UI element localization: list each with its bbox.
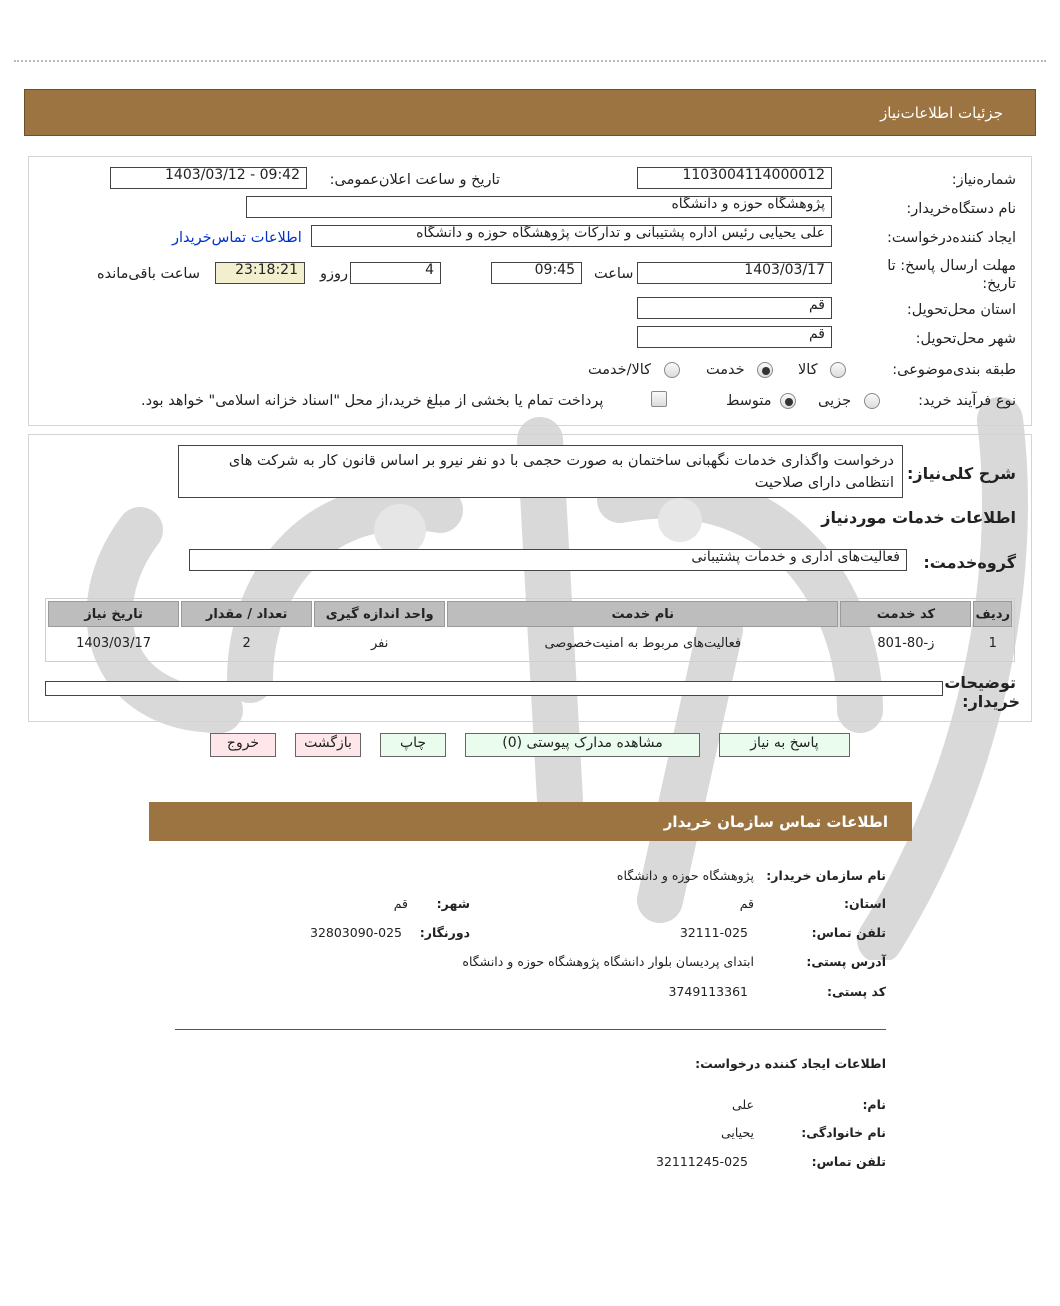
cell-unit: نفر (370, 635, 389, 651)
category-goods-service-radio[interactable] (664, 362, 680, 378)
attachments-button[interactable]: مشاهده مدارک پیوستی (0) (465, 733, 700, 757)
description-text: درخواست واگذاری خدمات نگهبانی ساختمان به صورت حجمی با دو نفر نیرو بر اساس قانون کار به شرکت های انتظامی دارای صلاحیت (228, 453, 894, 491)
buyer-notes-label-2: خریدار: (962, 692, 1020, 711)
category-service-label: خدمت (706, 362, 745, 378)
remaining-time-field: 23:18:21 (215, 262, 305, 284)
top-divider (14, 60, 1046, 62)
contact-postal-label: کد پستی: (826, 984, 886, 999)
creator-last-name-value: یحیایی (720, 1125, 754, 1140)
service-group-label: گروه‌خدمت: (923, 553, 1016, 572)
contact-city-value: قم (393, 896, 408, 911)
col-date-header: تاریخ نیاز (48, 601, 179, 627)
buyer-notes-label: توضیحات (944, 673, 1016, 692)
contact-address-value: ابتدای پردیسان بلوار دانشگاه پژوهشگاه حوزه و دانشگاه (462, 954, 754, 969)
cell-service-code: ز-80-801 (877, 635, 935, 651)
process-minor-label: جزیی (818, 393, 852, 409)
exit-button[interactable]: خروج (210, 733, 276, 757)
creator-phone-label: تلفن تماس: (811, 1154, 886, 1169)
creator-first-name-label: نام: (862, 1097, 886, 1112)
deadline-label: مهلت ارسال پاسخ: تا (887, 258, 1016, 274)
buyer-notes-field (45, 681, 943, 696)
days-field: 4 (350, 262, 441, 284)
creator-label: ایجاد کننده‌درخواست: (887, 230, 1016, 246)
contact-province-value: قم (739, 896, 754, 911)
process-medium-radio[interactable] (780, 393, 796, 409)
process-label: نوع فرآیند خرید: (918, 393, 1016, 409)
cell-need-date: 1403/03/17 (76, 635, 151, 651)
creator-field: علی یحیایی رئیس اداره پشتیبانی و تدارکات پژوهشگاه حوزه و دانشگاه (311, 225, 832, 247)
contact-phone-label: تلفن تماس: (811, 925, 886, 940)
buyer-org-label: نام دستگاه‌خریدار: (906, 201, 1016, 217)
deadline-time-field: 09:45 (491, 262, 582, 284)
description-label: شرح کلی‌نیاز: (907, 464, 1016, 483)
col-qty-header: تعداد / مقدار (181, 601, 312, 627)
cell-service-name: فعالیت‌های مربوط به امنیت‌خصوصی (544, 635, 742, 651)
remaining-label: ساعت باقی‌مانده (97, 266, 200, 282)
creator-first-name-value: علی (731, 1097, 754, 1112)
category-label: طبقه بندی‌موضوعی: (892, 362, 1016, 378)
province-field: قم (637, 297, 832, 319)
contact-section-title: اطلاعات تماس سازمان خریدار (663, 813, 888, 831)
buyer-contact-link[interactable]: اطلاعات تماس‌خریدار (172, 230, 302, 246)
category-goods-service-label: کالا/خدمت (588, 362, 652, 378)
service-group-field: فعالیت‌های اداری و خدمات پشتیبانی (189, 549, 907, 571)
col-row-header: ردیف (973, 601, 1012, 627)
city-label: شهر محل‌تحویل: (915, 331, 1016, 347)
creator-info-title: اطلاعات ایجاد کننده درخواست: (695, 1056, 886, 1071)
time-label: ساعت (594, 266, 634, 282)
col-name-header: نام خدمت (447, 601, 838, 627)
org-name-label: نام سازمان خریدار: (766, 868, 886, 883)
contact-address-label: آدرس پستی: (806, 954, 886, 969)
days-label: روزو (320, 266, 349, 282)
contact-province-label: استان: (843, 896, 886, 911)
announce-field: 1403/03/12 - 09:42 (110, 167, 307, 189)
contact-section-header (149, 802, 912, 841)
table-row (48, 629, 1012, 657)
cell-row-number: 1 (988, 635, 997, 651)
deadline-date-field: 1403/03/17 (637, 262, 832, 284)
back-button[interactable]: بازگشت (295, 733, 361, 757)
process-medium-label: متوسط (726, 393, 772, 409)
contact-fax-label: دورنگار: (419, 925, 470, 940)
contact-divider (175, 1029, 886, 1030)
contact-city-label: شهر: (436, 896, 470, 911)
print-button[interactable]: چاپ (380, 733, 446, 757)
category-service-radio[interactable] (757, 362, 773, 378)
category-goods-radio[interactable] (830, 362, 846, 378)
buyer-org-field: پژوهشگاه حوزه و دانشگاه (246, 196, 832, 218)
col-code-header: کد خدمت (840, 601, 971, 627)
category-goods-label: کالا (798, 362, 818, 378)
payment-note: پرداخت تمام یا بخشی از مبلغ خرید،از محل "اسناد خزانه اسلامی" خواهد بود. (141, 393, 604, 409)
city-field: قم (637, 326, 832, 348)
description-box (178, 445, 903, 498)
services-table-wrap (45, 598, 1015, 662)
announce-label: تاریخ و ساعت اعلان‌عمومی: (329, 172, 500, 188)
province-label: استان محل‌تحویل: (906, 302, 1016, 318)
col-unit-header: واحد اندازه گیری (314, 601, 445, 627)
contact-phone-value: 32111-025 (679, 925, 748, 940)
page-header (24, 89, 1036, 136)
creator-last-name-label: نام خانوادگی: (801, 1125, 886, 1140)
cell-quantity: 2 (242, 635, 251, 651)
page-title: جزئیات اطلاعات‌نیاز (880, 104, 1003, 122)
services-section-title: اطلاعات خدمات موردنیاز (821, 508, 1016, 527)
services-table (46, 599, 1014, 659)
org-name-value: پژوهشگاه حوزه و دانشگاه (616, 868, 754, 883)
need-number-label: شماره‌نیاز: (951, 172, 1016, 188)
need-number-field: 1103004114000012 (637, 167, 832, 189)
services-table-header (48, 601, 1012, 627)
reply-button[interactable]: پاسخ به نیاز (719, 733, 850, 757)
creator-phone-value: 32111245-025 (656, 1154, 748, 1169)
process-minor-radio[interactable] (864, 393, 880, 409)
contact-postal-value: 3749113361 (668, 984, 748, 999)
treasury-payment-checkbox[interactable] (651, 391, 667, 407)
contact-fax-value: 32803090-025 (310, 925, 402, 940)
deadline-label-date: تاریخ: (982, 276, 1016, 292)
